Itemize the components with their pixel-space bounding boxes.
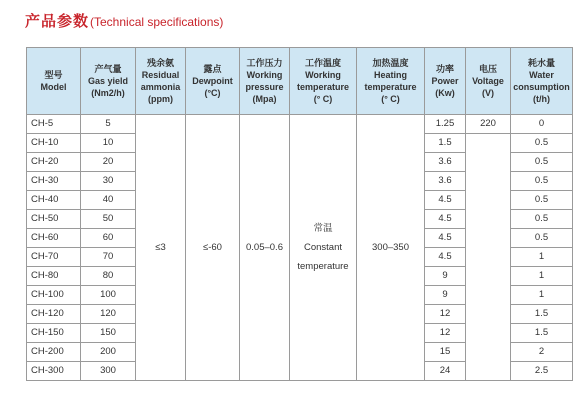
power-cell: 24 [425, 362, 466, 381]
working-temperature-value [290, 115, 357, 381]
working-temperature-value-line: Constant [303, 242, 343, 253]
header-residual-ammonia-line: 残余氨 [146, 58, 174, 68]
header-water-consumption-line: consumption [513, 82, 570, 92]
header-working-pressure-line: Working [246, 70, 283, 80]
header-heating-temperature [357, 48, 425, 115]
table-body [27, 115, 573, 381]
water-consumption-cell: 0.5 [511, 134, 573, 153]
header-model [27, 48, 81, 115]
header-gas-yield-line: (Nm2/h) [91, 88, 125, 98]
power-cell: 12 [425, 305, 466, 324]
header-dewpoint-line: Dewpoint [192, 76, 233, 86]
power-cell: 4.5 [425, 229, 466, 248]
model-cell: CH-300 [27, 362, 81, 381]
header-voltage [466, 48, 511, 115]
page-title [25, 10, 223, 32]
water-consumption-cell: 0.5 [511, 153, 573, 172]
model-cell: CH-200 [27, 343, 81, 362]
header-power-line: (Kw) [435, 88, 455, 98]
header-working-temperature-line: (° C) [313, 94, 333, 104]
model-cell: CH-150 [27, 324, 81, 343]
model-cell: CH-30 [27, 172, 81, 191]
water-consumption-cell: 0.5 [511, 229, 573, 248]
voltage-cell: 220 [466, 115, 511, 134]
header-gas-yield [81, 48, 136, 115]
power-cell: 15 [425, 343, 466, 362]
gas-yield-cell: 5 [81, 115, 136, 134]
header-dewpoint [186, 48, 240, 115]
gas-yield-cell: 200 [81, 343, 136, 362]
power-cell: 3.6 [425, 153, 466, 172]
spec-table [26, 47, 573, 381]
model-cell: CH-80 [27, 267, 81, 286]
power-cell: 4.5 [425, 248, 466, 267]
header-residual-ammonia [136, 48, 186, 115]
water-consumption-cell: 0.5 [511, 172, 573, 191]
model-cell: CH-20 [27, 153, 81, 172]
header-voltage-line: (V) [482, 88, 494, 98]
residual-ammonia-value: ≤3 [136, 115, 186, 381]
model-cell: CH-50 [27, 210, 81, 229]
gas-yield-cell: 120 [81, 305, 136, 324]
working-temperature-value-line: 常温 [313, 223, 333, 234]
header-working-pressure-line: 工作压力 [246, 58, 283, 68]
water-consumption-cell: 0.5 [511, 210, 573, 229]
header-dewpoint-line: 露点 [203, 64, 222, 74]
gas-yield-cell: 50 [81, 210, 136, 229]
power-cell: 4.5 [425, 191, 466, 210]
header-gas-yield-line: 产气量 [94, 64, 122, 74]
header-voltage-line: 电压 [478, 64, 497, 74]
dewpoint-value: ≤-60 [186, 115, 240, 381]
title-english: (Technical specifications) [90, 15, 224, 29]
header-heating-temperature-line: (° C) [381, 94, 400, 104]
header-working-pressure [240, 48, 290, 115]
header-heating-temperature-line: 加热温度 [372, 58, 409, 68]
working-temperature-value-line: temperature [297, 261, 349, 272]
gas-yield-cell: 150 [81, 324, 136, 343]
model-cell: CH-70 [27, 248, 81, 267]
power-cell: 9 [425, 286, 466, 305]
water-consumption-cell: 0.5 [511, 191, 573, 210]
water-consumption-cell: 1.5 [511, 324, 573, 343]
model-cell: CH-10 [27, 134, 81, 153]
header-working-temperature-line: 工作温度 [304, 58, 341, 68]
power-cell: 1.5 [425, 134, 466, 153]
model-cell: CH-5 [27, 115, 81, 134]
header-water-consumption [511, 48, 573, 115]
gas-yield-cell: 300 [81, 362, 136, 381]
header-residual-ammonia-line: ammonia [140, 82, 181, 92]
gas-yield-cell: 60 [81, 229, 136, 248]
power-cell: 9 [425, 267, 466, 286]
title-chinese: 产品参数 [25, 13, 90, 30]
header-water-consumption-line: 耗水量 [527, 58, 555, 68]
header-power-line: Power [431, 76, 459, 86]
header-working-temperature-line: Working [305, 70, 341, 80]
model-cell: CH-60 [27, 229, 81, 248]
gas-yield-cell: 40 [81, 191, 136, 210]
header-water-consumption-line: Water [529, 70, 554, 80]
gas-yield-cell: 20 [81, 153, 136, 172]
model-cell: CH-40 [27, 191, 81, 210]
power-cell: 12 [425, 324, 466, 343]
header-voltage-line: Voltage [472, 76, 504, 86]
header-working-temperature [290, 48, 357, 115]
gas-yield-cell: 70 [81, 248, 136, 267]
water-consumption-cell: 1 [511, 248, 573, 267]
table-row [27, 115, 573, 134]
heating-temperature-value: 300–350 [357, 115, 425, 381]
header-dewpoint-line: (°C) [204, 88, 221, 98]
header-heating-temperature-line: temperature [364, 82, 417, 92]
header-heating-temperature-line: Heating [373, 70, 407, 80]
gas-yield-cell: 30 [81, 172, 136, 191]
water-consumption-cell: 1.5 [511, 305, 573, 324]
header-water-consumption-line: (t/h) [533, 94, 550, 104]
model-cell: CH-100 [27, 286, 81, 305]
water-consumption-cell: 1 [511, 286, 573, 305]
power-cell: 1.25 [425, 115, 466, 134]
header-model-line: Model [40, 82, 67, 92]
header-row [27, 48, 573, 115]
power-cell: 4.5 [425, 210, 466, 229]
water-consumption-cell: 2.5 [511, 362, 573, 381]
header-power [425, 48, 466, 115]
header-working-temperature-line: temperature [296, 82, 350, 92]
water-consumption-cell: 2 [511, 343, 573, 362]
header-gas-yield-line: Gas yield [87, 76, 129, 86]
water-consumption-cell: 1 [511, 267, 573, 286]
header-working-pressure-line: pressure [245, 82, 284, 92]
water-consumption-cell: 0 [511, 115, 573, 134]
model-cell: CH-120 [27, 305, 81, 324]
voltage-blank-cell [466, 134, 511, 381]
working-pressure-value: 0.05–0.6 [240, 115, 290, 381]
power-cell: 3.6 [425, 172, 466, 191]
gas-yield-cell: 10 [81, 134, 136, 153]
header-residual-ammonia-line: Residual [141, 70, 180, 80]
header-model-line: 型号 [44, 70, 63, 80]
gas-yield-cell: 100 [81, 286, 136, 305]
header-working-pressure-line: (Mpa) [252, 94, 277, 104]
header-power-line: 功率 [435, 64, 454, 74]
gas-yield-cell: 80 [81, 267, 136, 286]
header-residual-ammonia-line: (ppm) [148, 94, 173, 104]
